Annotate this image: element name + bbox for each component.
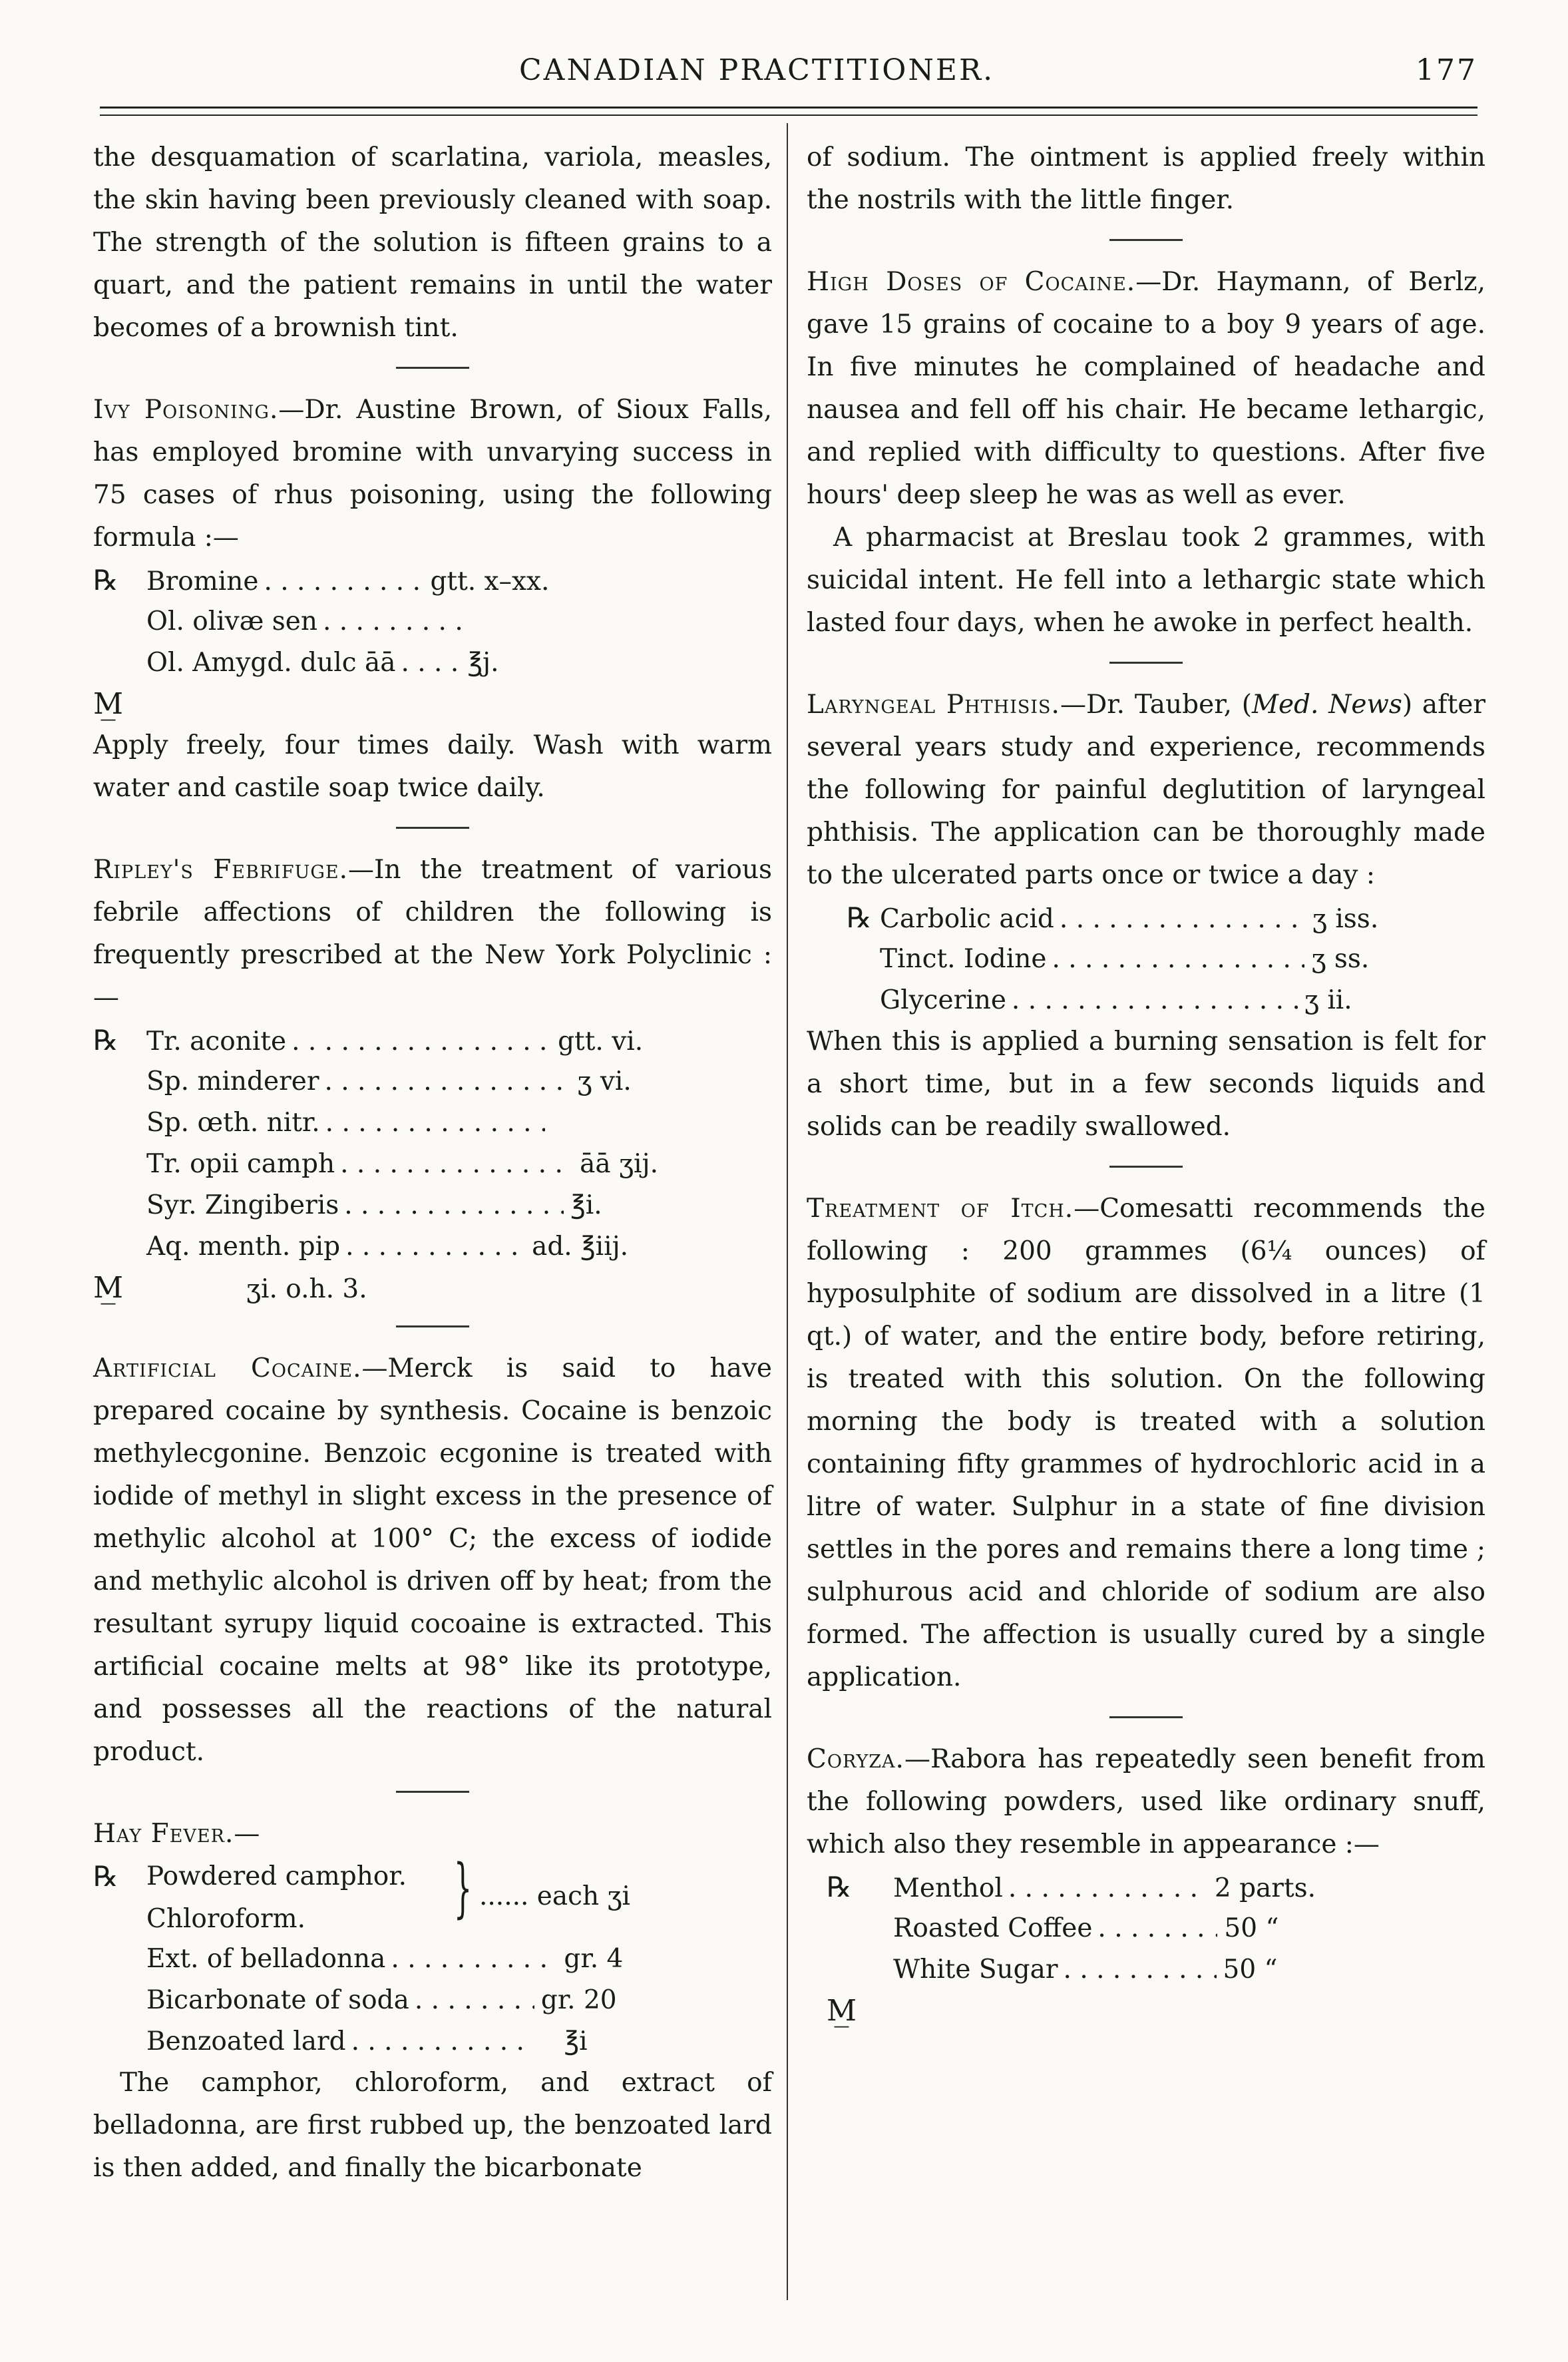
recipe-symbol: ℞ — [93, 564, 118, 596]
high-doses-paragraph — [807, 261, 1485, 517]
rx-ingredient: Powdered camphor. — [146, 1861, 407, 1891]
section-separator — [396, 367, 469, 369]
section-title: Coryza. — [807, 1744, 904, 1774]
rx-line — [93, 1226, 772, 1267]
section-separator — [1109, 662, 1183, 664]
rx-line — [93, 1019, 772, 1061]
rx-ingredient: Menthol — [893, 1873, 1003, 1903]
rx-line — [807, 1866, 1485, 1907]
section-text: —In the treatment of various febrile affections of children the following is frequently prescribed at the New York Polyclinic :— — [93, 855, 772, 1013]
section-separator — [1109, 239, 1183, 241]
rx-dose: āā ʒij. — [580, 1149, 659, 1179]
rx-line — [807, 1907, 1485, 1949]
section-title: Artificial Cocaine. — [93, 1353, 362, 1383]
section-title: Laryngeal Phthisis. — [807, 690, 1060, 720]
rx-ingredient: Ol. olivæ sen — [146, 606, 317, 636]
section-title: High Doses of Cocaine. — [807, 267, 1136, 297]
rx-dose: ℥i. — [570, 1190, 602, 1220]
rx-dose: gr. 20 — [540, 1985, 617, 2015]
rx-ingredient: Benzoated lard — [146, 2026, 346, 2056]
section-title: Ivy Poisoning. — [93, 395, 279, 425]
rx-line — [93, 1184, 772, 1226]
recipe-symbol: ℞ — [827, 1871, 852, 1903]
rx-ingredient: Aq. menth. pip — [146, 1232, 341, 1262]
rx-dose: ...... each ʒi — [479, 1881, 630, 1911]
title-dash: — — [234, 1819, 260, 1849]
section-text: —Dr. Tauber, ( — [1060, 690, 1253, 720]
rx-dose: 2 parts. — [1214, 1873, 1316, 1903]
intro-paragraph: the desquamation of scarlatina, variola, measles, the skin having been previously cleaned with soap. The strength of the solution is fifteen grains to a quart, and the patient remains in until the water becomes of a brownish tint. — [93, 142, 772, 343]
ivy-poisoning-paragraph — [93, 389, 772, 559]
rx-ingredient: Sp. minderer — [146, 1066, 319, 1096]
right-column — [807, 136, 1485, 2031]
section-text: —Dr. Haymann, of Berlz, gave 15 grains of cocaine to a boy 9 years of age. In five minutes he complained of headache and nausea and fell off his chair. He became lethargic, and replied with difficulty to questions. After five hours' deep sleep he was as well as ever. — [807, 267, 1485, 510]
rx-line — [93, 1938, 772, 1979]
hay-fever-heading — [93, 1813, 772, 1855]
rx-line — [93, 559, 772, 600]
rx-ingredient: Roasted Coffee — [893, 1913, 1093, 1943]
laryngeal-paragraph — [807, 684, 1485, 897]
rx-ingredient: Tr. aconite — [146, 1027, 287, 1057]
rx-ingredient: Chloroform. — [146, 1904, 305, 1934]
rx-line — [93, 1143, 772, 1184]
recipe-symbol: ℞ — [93, 1024, 118, 1057]
ripley-prescription — [93, 1019, 772, 1308]
rx-dose: ʒ ss. — [1311, 944, 1370, 974]
rx-dose: ℥i — [564, 2026, 588, 2056]
rx-line — [93, 1102, 772, 1143]
citation: Med. News — [1252, 690, 1402, 720]
running-header — [100, 53, 1477, 107]
ripley-paragraph — [93, 849, 772, 1019]
section-text: —Merck is said to have prepared cocaine by synthesis. Cocaine is benzoic methylecgonine. Benzoic ecgonine is treated with iodide of methyl in slight excess in the presence of methylic alcohol at 100° C; the excess of iodide and methylic alcohol is driven off by heat; from the resultant syrupy liquid cocoaine is extracted. This artificial cocaine melts at 98° like its prototype, and possesses all the reactions of the natural product. — [93, 1353, 772, 1767]
rx-line — [93, 1061, 772, 1102]
rx-line — [93, 2020, 772, 2062]
minim-symbol: M̲ — [93, 1271, 124, 1305]
rx-signa: ʒi. o.h. 3. — [246, 1274, 367, 1304]
section-separator — [396, 1791, 469, 1793]
rx-line — [93, 1979, 772, 2020]
section-title: Treatment of Itch. — [807, 1194, 1074, 1224]
rx-ingredient: Glycerine — [880, 985, 1006, 1015]
page-number: 177 — [1416, 53, 1477, 87]
coryza-paragraph — [807, 1738, 1485, 1866]
section-text: ) after several years study and experience, recommends the following for painful deglutition of laryngeal phthisis. The application can be thoroughly made to the ulcerated parts once or twice a day : — [807, 690, 1485, 890]
section-text: —Rabora has repeatedly seen benefit from the following powders, used like ordinary snuff, which also they resemble in appearance :— — [807, 1744, 1485, 1859]
header-rule — [100, 107, 1477, 109]
minim-symbol: M̲ — [827, 1994, 857, 2028]
column-divider — [787, 123, 788, 2300]
rx-dose: ʒ vi. — [577, 1066, 632, 1096]
rx-line — [807, 1990, 1485, 2031]
rx-line — [807, 979, 1485, 1021]
rx-line — [807, 938, 1485, 979]
rx-ingredient: White Sugar — [893, 1955, 1058, 1985]
rx-dose: ʒ iss. — [1312, 904, 1379, 934]
rx-ingredient: Tr. opii camph — [146, 1149, 335, 1179]
rx-line — [93, 1267, 772, 1308]
rx-ingredient: Ext. of belladonna — [146, 1944, 386, 1974]
rx-dose: ad. ℥iij. — [532, 1232, 629, 1262]
hay-fever-instructions: The camphor, chloroform, and extract of belladonna, are first rubbed up, the benzoated lard is then added, and finally the bicarbonate — [93, 2068, 772, 2183]
section-text: —Comesatti recommends the following : 200 grammes (6¼ ounces) of hyposulphite of sodium are dissolved in a litre (1 qt.) of water, and the entire body, before retiring, is treated with this solution. On the following morning the body is treated with a solution containing fifty grammes of hydrochloric acid in a litre of water. Sulphur in a state of fine division settles in the pores and remains there a long time ; sulphurous acid and chloride of sodium are also formed. The affection is usually cured by a single application. — [807, 1194, 1485, 1692]
rx-dose: ʒ ii. — [1304, 985, 1352, 1015]
rx-dose: 50 “ — [1224, 1913, 1279, 1943]
section-separator — [1109, 1166, 1183, 1168]
rx-ingredient: Bromine — [146, 567, 259, 596]
rx-dose: gtt. vi. — [558, 1027, 644, 1057]
rx-line — [93, 600, 772, 642]
laryngeal-result: When this is applied a burning sensation is felt for a short time, but in a few seconds liquids and solids can be readily swallowed. — [807, 1027, 1485, 1142]
ivy-instructions: Apply freely, four times daily. Wash with warm water and castile soap twice daily. — [93, 730, 772, 803]
rx-ingredient: Syr. Zingiberis — [146, 1190, 339, 1220]
brace-glyph: } — [453, 1851, 473, 1925]
rx-line — [93, 683, 772, 724]
rx-bracketed-pair — [93, 1851, 772, 1938]
hay-fever-prescription — [93, 1851, 772, 2062]
recipe-symbol: ℞ — [847, 901, 872, 934]
section-separator — [396, 827, 469, 829]
rx-ingredient: Bicarbonate of soda — [146, 1985, 409, 2015]
rx-dose: 50 “ — [1223, 1955, 1278, 1985]
rx-ingredient: Ol. Amygd. dulc āā — [146, 648, 396, 678]
coryza-prescription — [807, 1866, 1485, 2031]
intro-paragraph: of sodium. The ointment is applied freely within the nostrils with the little finger. — [807, 142, 1485, 215]
section-title: Hay Fever. — [93, 1819, 234, 1849]
rx-line — [807, 897, 1485, 938]
rx-line — [807, 1949, 1485, 1990]
rx-dose: gtt. x–xx. — [430, 567, 550, 596]
left-column — [93, 136, 772, 2190]
pharmacist-paragraph: A pharmacist at Breslau took 2 grammes, with suicidal intent. He fell into a lethargic state which lasted four days, when he awoke in perfect health. — [807, 523, 1485, 638]
section-text: —Dr. Austine Brown, of Sioux Falls, has employed bromine with unvarying success in 75 cases of rhus poisoning, using the following formula :— — [93, 395, 772, 553]
rx-dose: gr. 4 — [564, 1944, 624, 1974]
section-separator — [396, 1325, 469, 1327]
itch-paragraph — [807, 1188, 1485, 1699]
laryngeal-prescription — [807, 897, 1485, 1021]
ivy-prescription — [93, 559, 772, 724]
rx-ingredient: Tinct. Iodine — [880, 944, 1047, 974]
journal-title: CANADIAN PRACTITIONER. — [519, 53, 995, 87]
rx-ingredient: Sp. œth. nitr. — [146, 1108, 320, 1138]
rx-ingredient: Carbolic acid — [880, 904, 1054, 934]
rx-line — [93, 642, 772, 683]
section-separator — [1109, 1716, 1183, 1718]
header-rule-thin — [100, 115, 1477, 116]
artificial-cocaine-paragraph — [93, 1347, 772, 1773]
section-title: Ripley's Febrifuge. — [93, 855, 349, 885]
minim-symbol: M̲ — [93, 687, 124, 721]
rx-dose: ℥j. — [467, 648, 499, 678]
recipe-symbol: ℞ — [93, 1860, 118, 1893]
